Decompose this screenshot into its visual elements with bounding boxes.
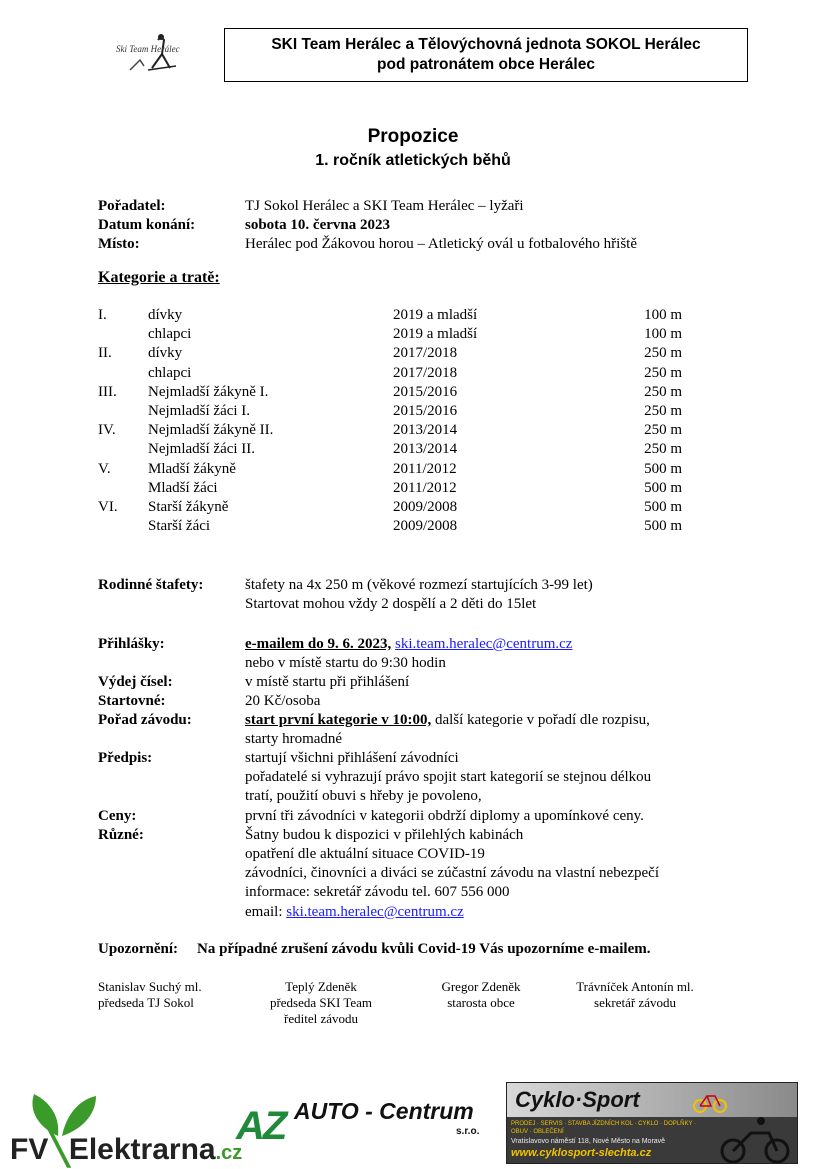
category-number: V. (98, 460, 111, 477)
misc-label: Různé: (98, 827, 144, 843)
prizes-label: Ceny: (98, 808, 137, 824)
category-row (0, 402, 826, 421)
skier-icon (108, 30, 200, 80)
category-name: Nejmladší žáci I. (148, 403, 251, 419)
category-name: dívky (148, 307, 183, 323)
registration-line (245, 635, 572, 654)
category-name: Nejmladší žákyně I. (148, 383, 269, 400)
relay-line-2: Startovat mohou vždy 2 dospělí a 2 děti do 15let (245, 596, 537, 612)
rules-line-2: pořadatelé si vyhrazují právo spojit start kategorií se stejnou délkou (245, 769, 652, 785)
signature-name: Stanislav Suchý ml. (98, 979, 202, 994)
category-row (0, 344, 826, 363)
organizer-header (224, 28, 748, 82)
category-year: 2009/2008 (393, 499, 458, 515)
misc-line-4: informace: sekretář závodu tel. 607 556 000 (245, 884, 510, 900)
cyklo-tagline: PRODEJ · SERVIS · STAVBA JÍZDNÍCH KOL · CYKLO · DOPLŇKY · OBUV · OBLEČENÍ (511, 1121, 697, 1135)
category-distance: 250 m (644, 441, 682, 458)
date-value: sobota 10. června 2023 (245, 217, 390, 233)
signature-role: předseda TJ Sokol (98, 995, 194, 1010)
az-auto-centrum-logo (232, 1092, 500, 1152)
misc-email-link[interactable]: ski.team.heralec@centrum.cz (286, 904, 464, 920)
cyclist-icon (715, 1117, 795, 1163)
category-distance: 250 m (644, 345, 682, 362)
category-year: 2017/2018 (393, 364, 458, 381)
category-name: Nejmladší žákyně II. (148, 422, 274, 439)
category-number: VI. (98, 499, 118, 515)
signature-role: předseda SKI Team (269, 995, 373, 1010)
misc-line-1: Šatny budou k dispozici v přilehlých kabinách (245, 827, 524, 843)
cyklo-url: www.cyklosport-slechta.cz (511, 1147, 652, 1159)
az-name: AUTO - Centrum (294, 1098, 474, 1124)
order-rest: další kategorie v pořadí dle rozpisu, (431, 712, 650, 728)
category-name: Mladší žáci (148, 479, 218, 496)
category-name: Mladší žákyně (148, 460, 236, 477)
category-year: 2019 a mladší (393, 326, 478, 343)
signature-3 (430, 979, 532, 1011)
rules-line-1: startují všichni přihlášení závodníci (245, 750, 459, 766)
signature-role: starosta obce (447, 995, 515, 1010)
category-year: 2011/2012 (393, 460, 457, 477)
registration-line-2: nebo v místě startu do 9:30 hodin (245, 655, 446, 671)
category-distance: 500 m (644, 479, 682, 496)
category-distance: 250 m (644, 422, 682, 439)
category-name: Starší žákyně (148, 499, 229, 515)
category-distance: 250 m (644, 403, 682, 419)
category-distance: 250 m (644, 364, 682, 381)
category-name: Starší žáci (148, 518, 211, 535)
category-name: chlapci (148, 326, 192, 343)
fv-tld: .cz (215, 1142, 243, 1164)
misc-line-2: opatření dle aktuální situace COVID-19 (245, 846, 485, 862)
header-line-2: pod patronátem obce Herálec (377, 56, 595, 73)
signature-role-2: ředitel závodu (284, 1011, 358, 1026)
signature-name: Gregor Zdeněk (441, 979, 521, 994)
fee-label: Startovné: (98, 693, 166, 709)
numbers-label: Výdej čísel: (98, 674, 173, 690)
category-year: 2015/2016 (393, 403, 458, 419)
category-year: 2015/2016 (393, 383, 458, 400)
fv-elektrarna-logo: FV╲Elektrarna.cz (10, 1088, 230, 1166)
category-row (0, 517, 826, 536)
fee-value: 20 Kč/osoba (245, 693, 321, 709)
category-row (0, 498, 826, 517)
date-label: Datum konání: (98, 217, 196, 233)
registration-label: Přihlášky: (98, 636, 165, 652)
category-number: II. (98, 345, 112, 362)
organizer-label: Pořadatel: (98, 198, 166, 214)
fv-name: Elektrarna (68, 1133, 216, 1166)
az-suffix: s.r.o. (456, 1126, 480, 1137)
signature-name: Trávníček Antonín ml. (576, 979, 694, 994)
registration-email-link[interactable]: ski.team.heralec@centrum.cz (394, 636, 573, 652)
bicycle-icon (693, 1091, 727, 1113)
registration-deadline: e-mailem do 9. 6. 2023, (245, 636, 392, 652)
signature-2 (262, 979, 380, 1027)
rules-label: Předpis: (98, 750, 153, 766)
category-distance: 100 m (644, 307, 682, 323)
header-line-1: SKI Team Herálec a Tělovýchovná jednota SOKOL Herálec (271, 36, 701, 53)
misc-email-line (245, 903, 464, 922)
page-title: Propozice (367, 126, 459, 147)
ski-team-logo (108, 30, 200, 80)
misc-line-3: závodníci, činovníci a diváci se zúčastní závodu na vlastní nebezpečí (245, 865, 660, 881)
category-year: 2013/2014 (393, 422, 458, 439)
category-number: I. (98, 307, 107, 323)
az-mark: AZ (236, 1104, 286, 1148)
signature-4 (566, 979, 704, 1011)
category-row (0, 306, 826, 325)
category-name: Nejmladší žáci II. (148, 441, 256, 458)
category-year: 2017/2018 (393, 345, 458, 362)
category-row (0, 325, 826, 344)
notice-text: Na případné zrušení závodu kvůli Covid-19 Vás upozorníme e-mailem. (197, 941, 651, 957)
category-row (0, 364, 826, 383)
numbers-value: v místě startu při přihlášení (245, 674, 410, 690)
page-subtitle: 1. ročník atletických běhů (315, 152, 511, 169)
order-line (245, 711, 729, 730)
notice-label: Upozornění: (98, 941, 178, 957)
misc-email-prefix: email: (245, 904, 287, 920)
category-distance: 500 m (644, 518, 682, 535)
signature-role: sekretář závodu (594, 995, 676, 1010)
organizer-value: TJ Sokol Herálec a SKI Team Herálec – lyžaři (245, 198, 524, 214)
category-distance: 250 m (644, 383, 682, 400)
rules-line-3: tratí, použití obuvi s hřeby je povoleno, (245, 788, 482, 804)
place-value: Herálec pod Žákovou horou – Atletický ovál u fotbalového hřiště (245, 236, 637, 252)
place-label: Místo: (98, 236, 140, 252)
category-year: 2009/2008 (393, 518, 458, 535)
signature-1 (98, 979, 202, 1011)
category-number: III. (98, 383, 117, 400)
category-row (0, 460, 826, 479)
order-start: start první kategorie v 10:00, (245, 712, 432, 728)
cyklo-address: Vratislavovo náměstí 118, Nové Město na Moravě (511, 1138, 666, 1145)
relay-line-1: štafety na 4x 250 m (věkové rozmezí startujících 3-99 let) (245, 577, 593, 593)
category-year: 2011/2012 (393, 479, 457, 496)
cyklo-name: Cyklo·Sport (515, 1087, 640, 1112)
category-row (0, 421, 826, 440)
cyklo-sport-logo (506, 1082, 798, 1164)
order-label: Pořad závodu: (98, 712, 192, 728)
category-row (0, 440, 826, 459)
categories-heading: Kategorie a tratě: (98, 269, 220, 286)
prizes-value: první tři závodníci v kategorii obdrží diplomy a upomínkové ceny. (245, 808, 644, 824)
fv-prefix: FV (10, 1133, 49, 1166)
relay-label: Rodinné štafety: (98, 577, 204, 593)
logo-text: Ski Team Herálec (116, 44, 180, 54)
category-number: IV. (98, 422, 116, 439)
category-name: dívky (148, 345, 183, 362)
category-year: 2013/2014 (393, 441, 458, 458)
category-distance: 500 m (644, 499, 682, 515)
signature-name: Teplý Zdeněk (285, 979, 357, 994)
category-distance: 100 m (644, 326, 682, 343)
category-distance: 500 m (644, 460, 682, 477)
category-year: 2019 a mladší (393, 307, 478, 323)
category-name: chlapci (148, 364, 192, 381)
category-row (0, 383, 826, 402)
category-row (0, 479, 826, 498)
order-line-2: starty hromadné (245, 731, 343, 747)
